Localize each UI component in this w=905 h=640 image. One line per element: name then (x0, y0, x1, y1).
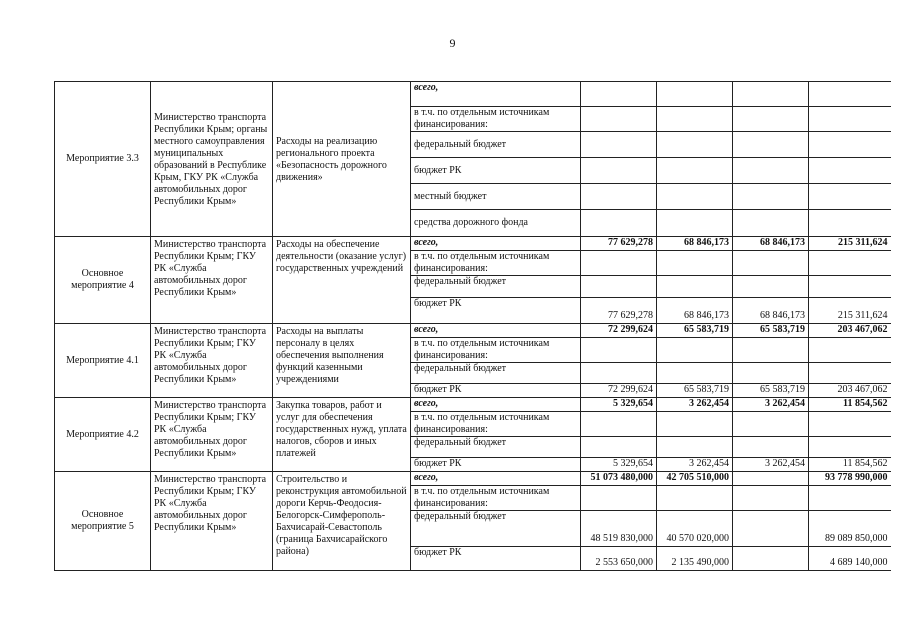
amount-cell: 215 311,624 (809, 237, 891, 251)
amount-cell (733, 251, 809, 276)
amount-cell (657, 363, 733, 384)
amount-cell (733, 547, 809, 571)
amount-cell: 5 329,654 (581, 398, 657, 412)
funding-source: бюджет РК (411, 384, 581, 398)
amount-cell (809, 82, 891, 107)
amount-cell (809, 184, 891, 210)
amount-cell (581, 184, 657, 210)
amount-cell: 89 089 850,000 (809, 511, 891, 547)
amount-cell: 5 329,654 (581, 458, 657, 472)
amount-cell (581, 412, 657, 437)
amount-cell (733, 338, 809, 363)
event-name: Основное мероприятие 4 (55, 237, 151, 324)
amount-cell: 3 262,454 (657, 398, 733, 412)
amount-cell: 77 629,278 (581, 298, 657, 324)
amount-cell (657, 251, 733, 276)
amount-cell (581, 437, 657, 458)
table-row (55, 398, 891, 412)
amount-cell: 65 583,719 (657, 384, 733, 398)
responsible-organization: Министерство транспорта Республики Крым; ГКУ РК «Служба автомобильных дорог Республики Крым» (151, 472, 273, 571)
amount-cell (809, 437, 891, 458)
amount-cell: 65 583,719 (733, 324, 809, 338)
amount-cell: 40 570 020,000 (657, 511, 733, 547)
amount-cell (733, 132, 809, 158)
budget-table (54, 81, 891, 571)
funding-source: всего, (411, 398, 581, 412)
funding-source: бюджет РК (411, 458, 581, 472)
amount-cell (657, 486, 733, 511)
amount-cell (581, 251, 657, 276)
expense-description: Закупка товаров, работ и услуг для обеспечения государственных нужд, уплата налогов, сборов и иных платежей (273, 398, 411, 472)
funding-source: средства дорожного фонда (411, 210, 581, 237)
event-name: Мероприятие 4.2 (55, 398, 151, 472)
event-name: Мероприятие 3.3 (55, 82, 151, 237)
amount-cell (733, 511, 809, 547)
amount-cell (657, 338, 733, 363)
amount-cell (581, 132, 657, 158)
funding-source: федеральный бюджет (411, 276, 581, 298)
amount-cell (733, 363, 809, 384)
amount-cell (809, 338, 891, 363)
amount-cell: 3 262,454 (733, 458, 809, 472)
funding-source: бюджет РК (411, 298, 581, 324)
funding-source: в т.ч. по отдельным источникам финансирования: (411, 107, 581, 132)
funding-source: всего, (411, 472, 581, 486)
amount-cell (809, 276, 891, 298)
event-name: Основное мероприятие 5 (55, 472, 151, 571)
amount-cell (657, 82, 733, 107)
amount-cell: 4 689 140,000 (809, 547, 891, 571)
table-row (55, 82, 891, 107)
funding-source: федеральный бюджет (411, 363, 581, 384)
expense-description: Расходы на выплаты персоналу в целях обеспечения выполнения функций казенными учреждениями (273, 324, 411, 398)
funding-source: всего, (411, 324, 581, 338)
amount-cell (581, 338, 657, 363)
amount-cell (657, 158, 733, 184)
amount-cell (733, 412, 809, 437)
amount-cell: 68 846,173 (733, 298, 809, 324)
funding-source: в т.ч. по отдельным источникам финансирования: (411, 486, 581, 511)
amount-cell (581, 158, 657, 184)
responsible-organization: Министерство транспорта Республики Крым; ГКУ РК «Служба автомобильных дорог Республики Крым» (151, 324, 273, 398)
amount-cell: 3 262,454 (657, 458, 733, 472)
amount-cell (657, 132, 733, 158)
expense-description: Расходы на обеспечение деятельности (оказание услуг) государственных учреждений (273, 237, 411, 324)
amount-cell: 77 629,278 (581, 237, 657, 251)
table-row (55, 237, 891, 251)
table-row (55, 472, 891, 486)
amount-cell: 215 311,624 (809, 298, 891, 324)
amount-cell: 3 262,454 (733, 398, 809, 412)
amount-cell (809, 158, 891, 184)
amount-cell: 48 519 830,000 (581, 511, 657, 547)
amount-cell (657, 437, 733, 458)
amount-cell (809, 251, 891, 276)
event-name: Мероприятие 4.1 (55, 324, 151, 398)
amount-cell (733, 486, 809, 511)
amount-cell: 72 299,624 (581, 324, 657, 338)
amount-cell (733, 437, 809, 458)
responsible-organization: Министерство транспорта Республики Крым; ГКУ РК «Служба автомобильных дорог Республики Крым» (151, 237, 273, 324)
funding-source: в т.ч. по отдельным источникам финансирования: (411, 412, 581, 437)
amount-cell (733, 184, 809, 210)
amount-cell: 68 846,173 (733, 237, 809, 251)
amount-cell: 203 467,062 (809, 384, 891, 398)
funding-source: федеральный бюджет (411, 132, 581, 158)
funding-source: в т.ч. по отдельным источникам финансирования: (411, 251, 581, 276)
amount-cell (809, 486, 891, 511)
amount-cell (657, 184, 733, 210)
amount-cell: 203 467,062 (809, 324, 891, 338)
responsible-organization: Министерство транспорта Республики Крым; органы местного самоуправления муниципальных образований в Республике Крым, ГКУ РК «Служба автомобильных дорог Республики Крым» (151, 82, 273, 237)
amount-cell: 65 583,719 (733, 384, 809, 398)
amount-cell: 68 846,173 (657, 298, 733, 324)
amount-cell: 72 299,624 (581, 384, 657, 398)
amount-cell (733, 82, 809, 107)
funding-source: бюджет РК (411, 547, 581, 571)
amount-cell (809, 412, 891, 437)
expense-description: Расходы на реализацию регионального проекта «Безопасность дорожного движения» (273, 82, 411, 237)
amount-cell (581, 276, 657, 298)
amount-cell (733, 472, 809, 486)
funding-source: федеральный бюджет (411, 437, 581, 458)
amount-cell (733, 276, 809, 298)
amount-cell (581, 486, 657, 511)
amount-cell (733, 107, 809, 132)
amount-cell: 2 553 650,000 (581, 547, 657, 571)
amount-cell (657, 276, 733, 298)
amount-cell (733, 158, 809, 184)
funding-source: бюджет РК (411, 158, 581, 184)
amount-cell: 2 135 490,000 (657, 547, 733, 571)
funding-source: всего, (411, 82, 581, 107)
funding-source: местный бюджет (411, 184, 581, 210)
funding-source: всего, (411, 237, 581, 251)
amount-cell (657, 107, 733, 132)
amount-cell (809, 107, 891, 132)
amount-cell (581, 363, 657, 384)
amount-cell (581, 82, 657, 107)
amount-cell (581, 107, 657, 132)
responsible-organization: Министерство транспорта Республики Крым; ГКУ РК «Служба автомобильных дорог Республики Крым» (151, 398, 273, 472)
amount-cell: 51 073 480,000 (581, 472, 657, 486)
amount-cell (733, 210, 809, 237)
table-row (55, 324, 891, 338)
amount-cell: 42 705 510,000 (657, 472, 733, 486)
amount-cell (581, 210, 657, 237)
expense-description: Строительство и реконструкция автомобильной дороги Керчь-Феодосия-Белогорск-Симферополь-Бахчисарай-Севастополь (граница Бахчисарайского района) (273, 472, 411, 571)
amount-cell (809, 210, 891, 237)
amount-cell: 93 778 990,000 (809, 472, 891, 486)
amount-cell: 65 583,719 (657, 324, 733, 338)
amount-cell: 11 854,562 (809, 458, 891, 472)
amount-cell (657, 210, 733, 237)
page-number: 9 (449, 36, 456, 50)
amount-cell (809, 132, 891, 158)
amount-cell (809, 363, 891, 384)
amount-cell: 11 854,562 (809, 398, 891, 412)
amount-cell (657, 412, 733, 437)
funding-source: федеральный бюджет (411, 511, 581, 547)
amount-cell: 68 846,173 (657, 237, 733, 251)
funding-source: в т.ч. по отдельным источникам финансирования: (411, 338, 581, 363)
